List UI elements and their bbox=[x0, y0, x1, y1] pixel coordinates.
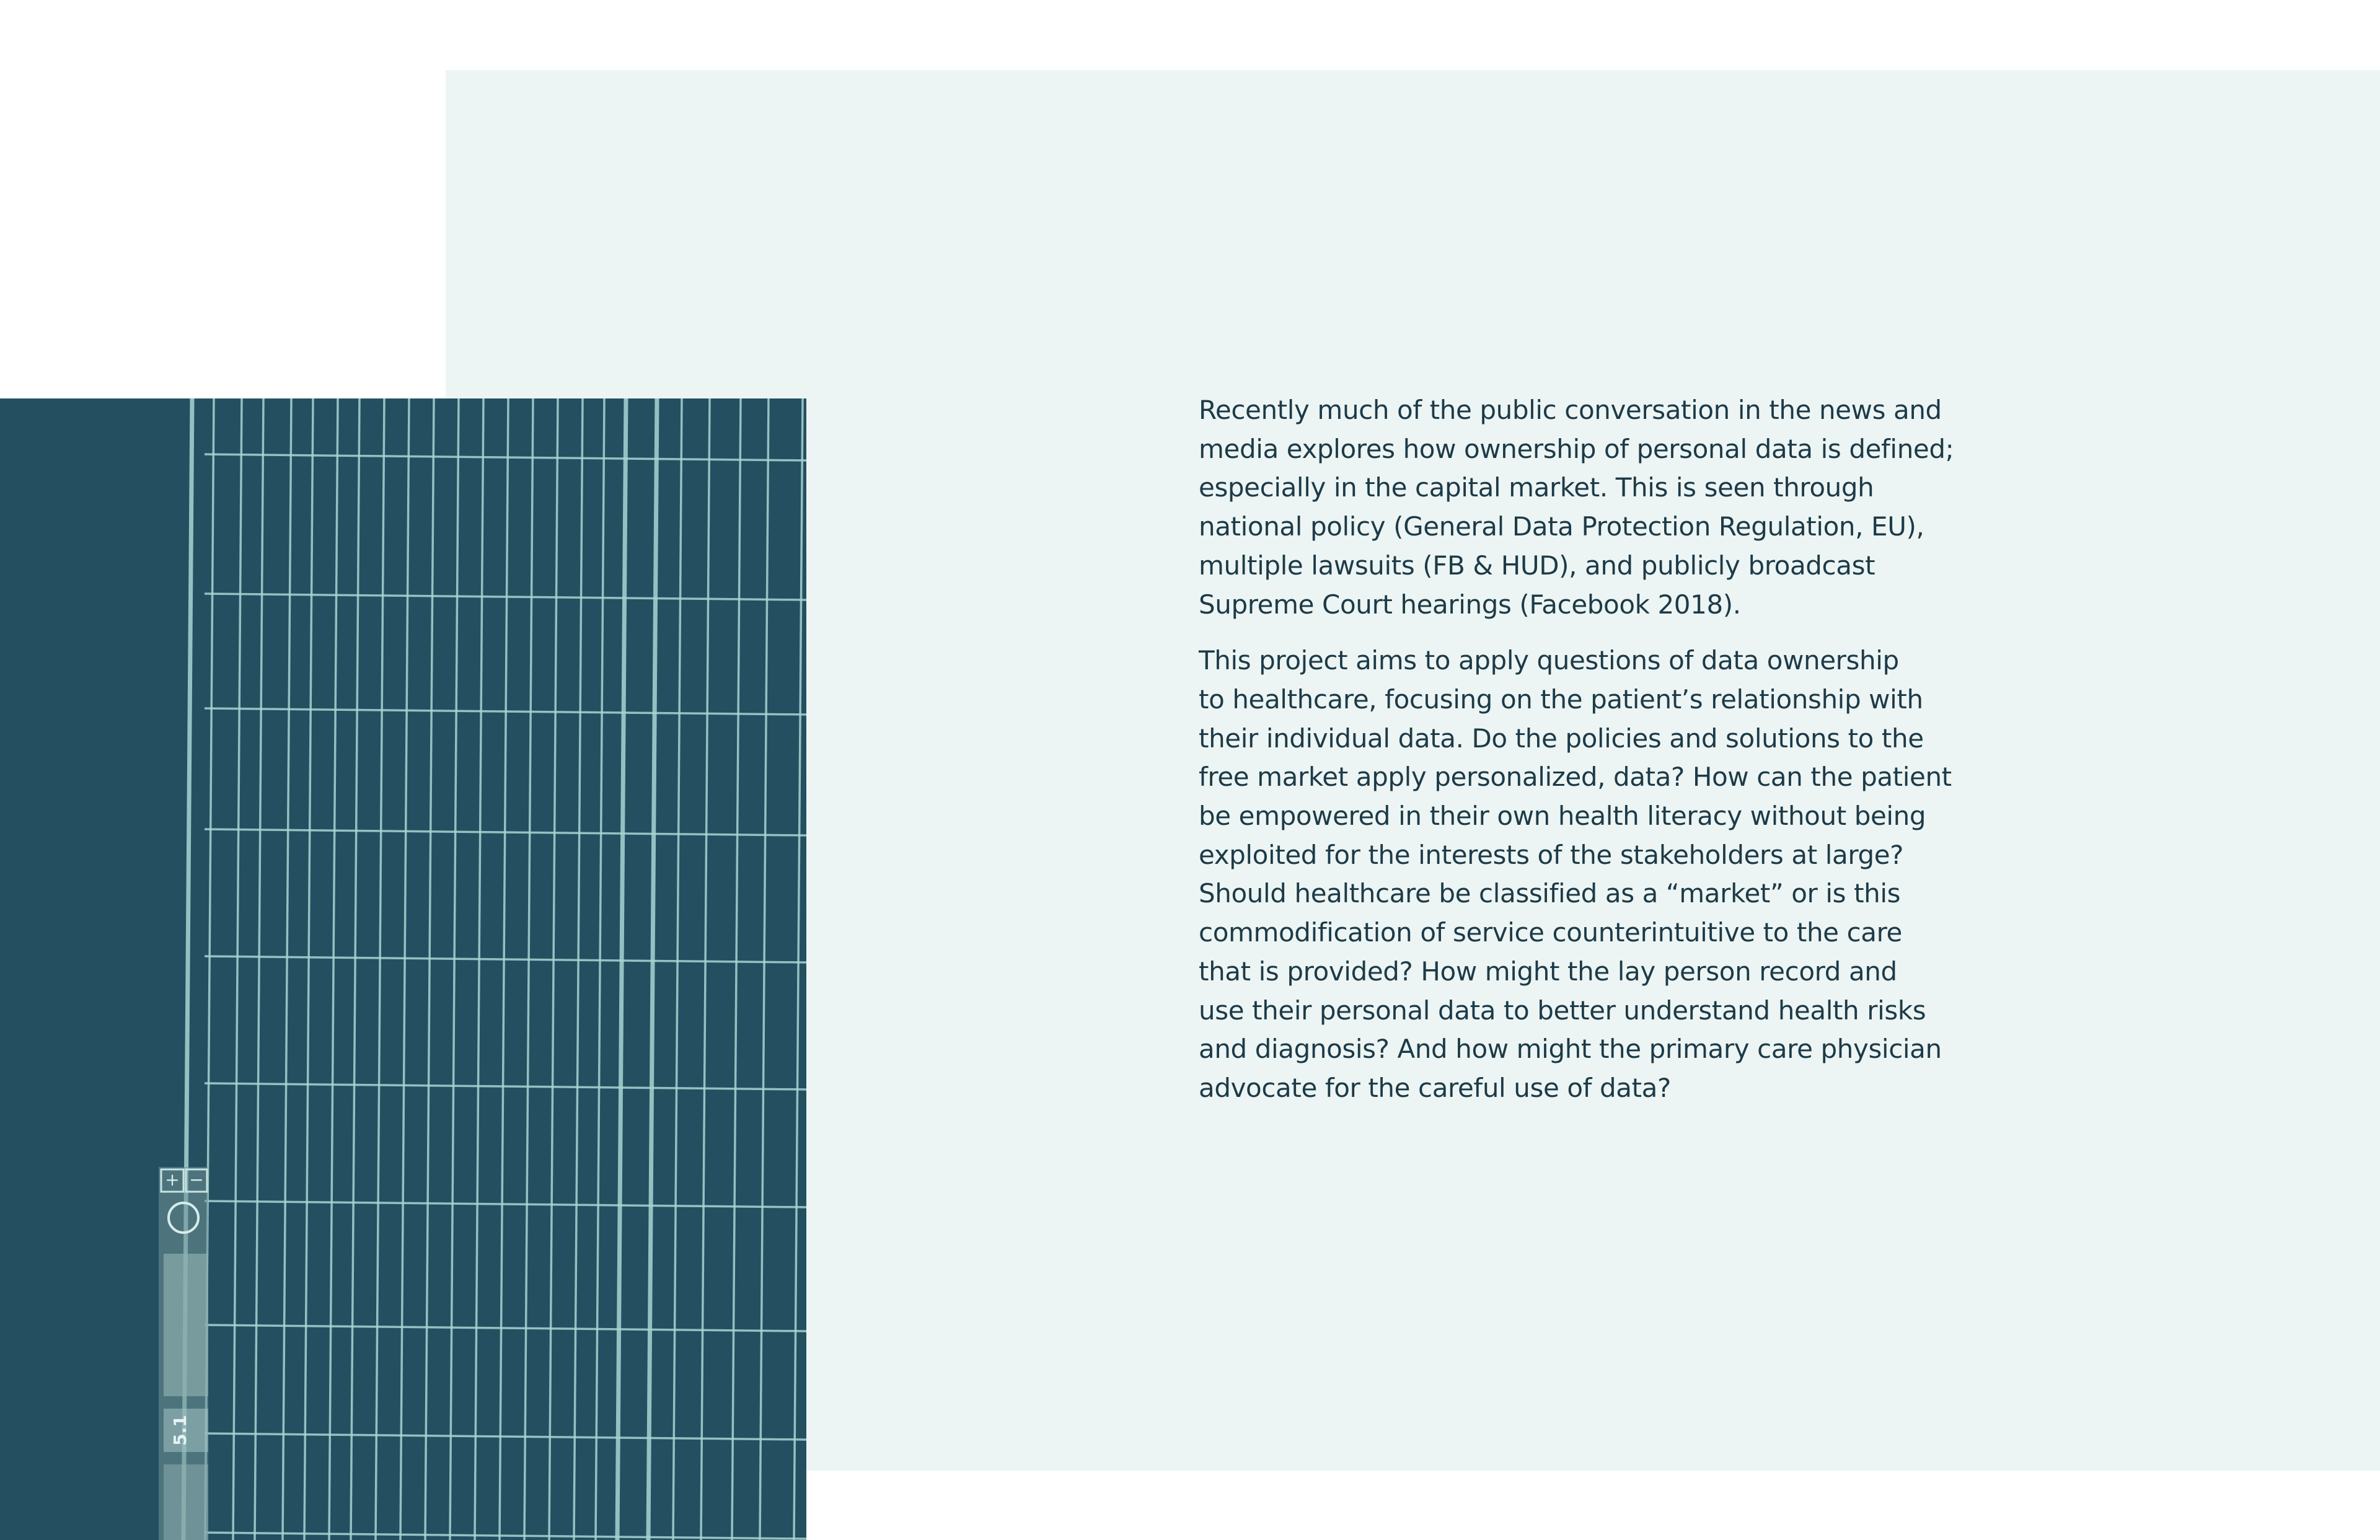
paragraph-1-line: especially in the capital market. This is seen through bbox=[1199, 472, 1874, 503]
paragraph-2-line: be empowered in their own health literacy without being bbox=[1199, 801, 1926, 832]
zoom-toolbar bbox=[159, 1167, 208, 1540]
spreadsheet-grid-image bbox=[0, 398, 806, 1540]
paragraph-2-line: use their personal data to better understand health risks bbox=[1199, 995, 1926, 1026]
paragraph-2-line: Should healthcare be classified as a “market” or is this bbox=[1199, 878, 1901, 909]
paragraph-2-line: and diagnosis? And how might the primary care physician bbox=[1199, 1034, 1942, 1065]
paragraph-2-line: their individual data. Do the policies and solutions to the bbox=[1199, 723, 1924, 754]
paragraph-2-line: This project aims to apply questions of data ownership bbox=[1199, 645, 1899, 676]
svg-text:+: + bbox=[165, 1169, 180, 1190]
paragraph-1-line: Recently much of the public conversation in the news and bbox=[1199, 395, 1942, 425]
article-text bbox=[1199, 391, 1980, 1125]
svg-text:−: − bbox=[189, 1169, 204, 1190]
spreadsheet-photo bbox=[0, 398, 806, 1540]
paragraph-1-line: Supreme Court hearings (Facebook 2018). bbox=[1199, 589, 1741, 620]
paragraph-1-line: national policy (General Data Protection Regulation, EU), bbox=[1199, 511, 1924, 542]
paragraph-2-line: commodification of service counterintuitive to the care bbox=[1199, 917, 1902, 948]
paragraph-2-line: to healthcare, focusing on the patient’s relationship with bbox=[1199, 684, 1923, 715]
paragraph-2-line: exploited for the interests of the stakeholders at large? bbox=[1199, 839, 1904, 870]
photo-label-5-1: 5.1 bbox=[170, 1415, 190, 1446]
paragraph-2-line: free market apply personalized, data? How can the patient bbox=[1199, 762, 1952, 793]
paragraph-1-line: multiple lawsuits (FB & HUD), and publicly broadcast bbox=[1199, 550, 1875, 581]
paragraph-1-line: media explores how ownership of personal data is defined; bbox=[1199, 433, 1954, 464]
paragraph-1 bbox=[1199, 391, 1980, 624]
paragraph-2 bbox=[1199, 641, 1980, 1107]
paragraph-2-line: advocate for the careful use of data? bbox=[1199, 1072, 1671, 1103]
paragraph-2-line: that is provided? How might the lay person record and bbox=[1199, 956, 1897, 987]
